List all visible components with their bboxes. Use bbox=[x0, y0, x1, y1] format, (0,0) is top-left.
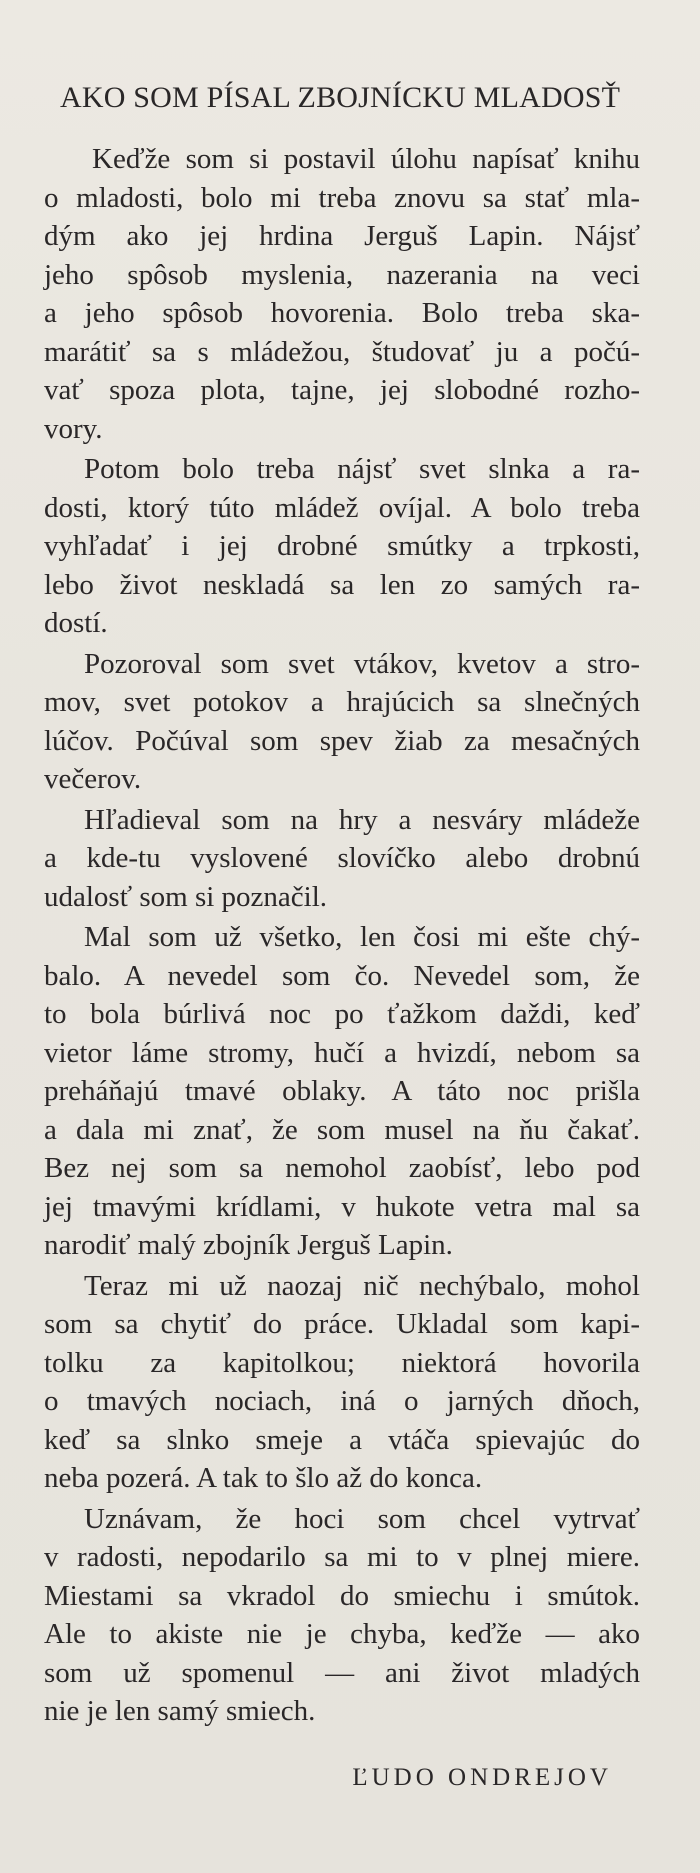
text-line: Keďže som si postavil úlohu napísať knihu bbox=[92, 143, 640, 175]
text-line: Miestami sa vkradol do smiechu i smútok. bbox=[44, 1579, 640, 1612]
paragraph bbox=[40, 918, 640, 1265]
text-line: a kde-tu vyslovené slovíčko alebo drobnú bbox=[44, 842, 640, 874]
text-line: lúčov. Počúval som spev žiab za mesačných bbox=[44, 724, 640, 757]
page-title: AKO SOM PÍSAL ZBOJNÍCKU MLADOSŤ bbox=[60, 81, 621, 114]
text-line: o tmavých nociach, iná o jarných dňoch, bbox=[44, 1385, 640, 1417]
text-line: Bez nej som sa nemohol zaobísť, lebo pod bbox=[44, 1152, 640, 1184]
paragraph bbox=[40, 801, 640, 917]
text-line: to bola búrlivá noc po ťažkom daždi, keď bbox=[44, 998, 640, 1030]
text-line: Mal som už všetko, len čosi mi ešte chý- bbox=[84, 921, 640, 953]
text-line: lebo život neskladá sa len zo samých ra- bbox=[44, 568, 640, 601]
paragraph bbox=[40, 1267, 640, 1498]
text-line: v radosti, nepodarilo sa mi to v plnej miere. bbox=[44, 1541, 640, 1573]
text-line: o mladosti, bolo mi treba znovu sa stať mla- bbox=[44, 181, 640, 214]
text-line: dým ako jej hrdina Jerguš Lapin. Nájsť bbox=[44, 220, 640, 252]
text-line: a jeho spôsob hovorenia. Bolo treba ska- bbox=[44, 297, 640, 329]
text-line: Ale to akiste nie je chyba, keďže — ako bbox=[44, 1618, 640, 1650]
text-line: vyhľadať i jej drobné smútky a trpkosti, bbox=[44, 530, 640, 562]
paragraph bbox=[40, 1500, 640, 1731]
text-line: dosti, ktorý túto mládež ovíjal. A bolo treba bbox=[44, 491, 640, 524]
author-signature: ĽUDO ONDREJOV bbox=[352, 1764, 612, 1791]
text-line: neba pozerá. A tak to šlo až do konca. bbox=[44, 1462, 483, 1494]
text-line: Hľadieval som na hry a nesváry mládeže bbox=[84, 803, 640, 836]
text-line: vory. bbox=[44, 412, 103, 445]
text-line: Uznávam, že hoci som chcel vytrvať bbox=[84, 1502, 640, 1535]
paragraph bbox=[40, 645, 640, 799]
text-line: preháňajú tmavé oblaky. A táto noc prišla bbox=[44, 1075, 640, 1107]
text-line: nie je len samý smiech. bbox=[44, 1695, 316, 1727]
text-line: keď sa slnko smeje a vtáča spievajúc do bbox=[44, 1423, 640, 1456]
text-line: narodiť malý zbojník Jerguš Lapin. bbox=[44, 1229, 453, 1261]
text-line: jeho spôsob myslenia, nazerania na veci bbox=[44, 258, 640, 291]
text-line: som už spomenul — ani život mladých bbox=[44, 1656, 640, 1689]
text-line: dostí. bbox=[44, 607, 108, 639]
text-line: som sa chytiť do práce. Ukladal som kapi- bbox=[44, 1308, 640, 1340]
text-line: tolku za kapitolkou; niektorá hovorila bbox=[44, 1346, 640, 1379]
article-body bbox=[40, 140, 640, 1731]
text-line: Potom bolo treba nájsť svet slnka a ra- bbox=[84, 453, 640, 485]
text-line: marátiť sa s mládežou, študovať ju a počú- bbox=[44, 335, 640, 368]
text-line: večerov. bbox=[44, 763, 142, 795]
paragraph bbox=[40, 450, 640, 643]
text-line: Pozoroval som svet vtákov, kvetov a stro- bbox=[84, 647, 640, 680]
text-line: vietor láme stromy, hučí a hvizdí, nebom sa bbox=[44, 1036, 640, 1069]
text-line: Teraz mi už naozaj nič nechýbalo, mohol bbox=[84, 1269, 640, 1302]
paragraph bbox=[40, 140, 640, 448]
text-line: mov, svet potokov a hrajúcich sa slnečných bbox=[44, 686, 640, 718]
text-line: vať spoza plota, tajne, jej slobodné rozho- bbox=[44, 374, 640, 406]
text-line: jej tmavými krídlami, v hukote vetra mal sa bbox=[44, 1190, 640, 1223]
text-line: a dala mi znať, že som musel na ňu čakať. bbox=[44, 1113, 640, 1146]
text-line: udalosť som si poznačil. bbox=[44, 880, 328, 913]
text-line: balo. A nevedel som čo. Nevedel som, že bbox=[44, 959, 640, 992]
